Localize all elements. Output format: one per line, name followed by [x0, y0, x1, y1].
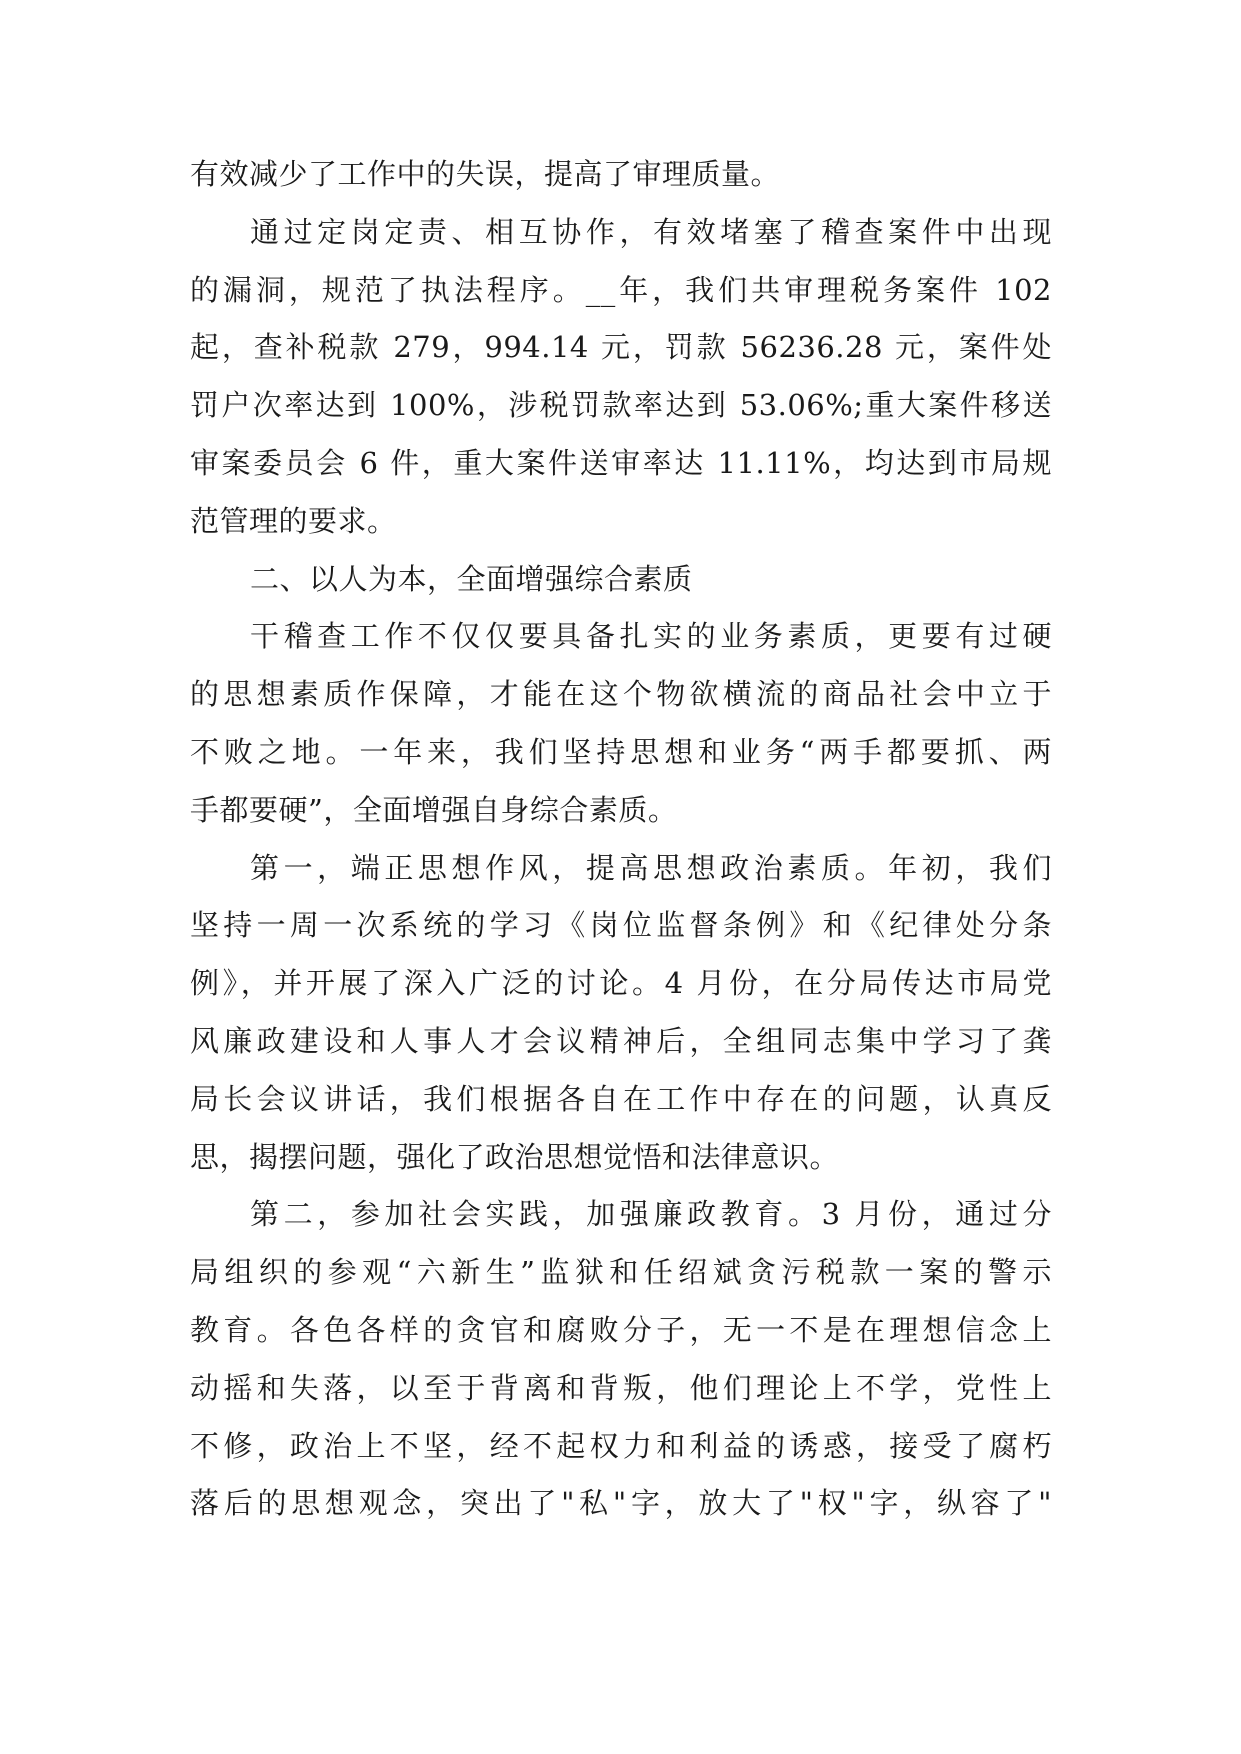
- text-line: 落后的思想观念，突出了"私"字，放大了"权"字，纵容了": [190, 1486, 1052, 1521]
- paragraph: [190, 146, 1052, 204]
- text-line: 局组织的参观“六新生”监狱和任绍斌贪污税款一案的警示: [190, 1255, 1052, 1290]
- text-line: 的漏洞，规范了执法程序。__年，我们共审理税务案件 102: [190, 272, 1052, 307]
- text-line: 审案委员会 6 件，重大案件送审率达 11.11%，均达到市局规: [190, 445, 1052, 480]
- paragraph: [190, 1186, 1052, 1533]
- text-line: 的思想素质作保障，才能在这个物欲横流的商品社会中立于: [190, 677, 1052, 712]
- text-line: 干稽查工作不仅仅要具备扎实的业务素质，更要有过硬: [250, 619, 1052, 654]
- text-line: 例》，并开展了深入广泛的讨论。4 月份，在分局传达市局党: [190, 966, 1052, 1001]
- text-line: 手都要硬”，全面增强自身综合素质。: [190, 792, 678, 827]
- text-line: 思，揭摆问题，强化了政治思想觉悟和法律意识。: [190, 1139, 840, 1174]
- text-line: 范管理的要求。: [190, 503, 397, 538]
- text-line: 通过定岗定责、相互协作，有效堵塞了稽查案件中出现: [250, 214, 1052, 249]
- text-line: 第一，端正思想作风，提高思想政治素质。年初，我们: [250, 850, 1052, 885]
- text-line: 第二，参加社会实践，加强廉政教育。3 月份，通过分: [250, 1197, 1052, 1232]
- paragraph: [190, 204, 1052, 551]
- paragraph: [190, 608, 1052, 839]
- text-line: 不败之地。一年来，我们坚持思想和业务“两手都要抓、两: [190, 734, 1052, 769]
- text-line: 不修，政治上不坚，经不起权力和利益的诱惑，接受了腐朽: [190, 1428, 1052, 1463]
- paragraph: [190, 840, 1052, 1187]
- document-page: [190, 146, 1052, 1533]
- text-line: 起，查补税款 279，994.14 元，罚款 56236.28 元，案件处: [190, 330, 1052, 365]
- section-heading: [190, 551, 1052, 609]
- text-line: 坚持一周一次系统的学习《岗位监督条例》和《纪律处分条: [190, 908, 1052, 943]
- text-line: 教育。各色各样的贪官和腐败分子，无一不是在理想信念上: [190, 1312, 1052, 1347]
- text-line: 风廉政建设和人事人才会议精神后，全组同志集中学习了龚: [190, 1023, 1052, 1058]
- text-line: 罚户次率达到 100%，涉税罚款率达到 53.06%;重大案件移送: [190, 388, 1052, 423]
- text-line: 动摇和失落，以至于背离和背叛，他们理论上不学，党性上: [190, 1370, 1052, 1405]
- text-line: 二、以人为本，全面增强综合素质: [250, 561, 693, 596]
- text-line: 局长会议讲话，我们根据各自在工作中存在的问题，认真反: [190, 1081, 1052, 1116]
- text-line: 有效减少了工作中的失误，提高了审理质量。: [190, 157, 781, 191]
